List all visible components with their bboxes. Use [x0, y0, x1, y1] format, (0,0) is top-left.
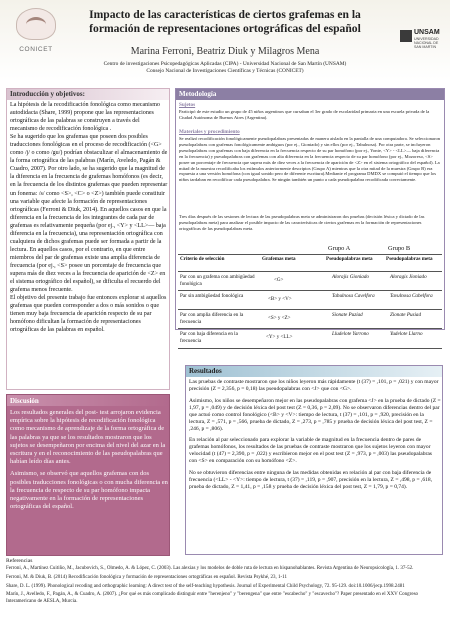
table-cell-pseudowords-a: Tabulnosa Cavelfora	[332, 293, 375, 299]
intro-heading-bar	[7, 89, 169, 100]
discussion-heading-bar	[7, 395, 169, 406]
table-cell-pseudowords-a: Lludelote Yarrono	[332, 331, 369, 337]
reference-item: Ferroni, M. & Diuk, B. (2014) Recodificación fonológica y formación de representaciones ortográficas en español. Revista Psykhé, 23, 1-11	[6, 574, 287, 580]
table-cell-pseudowords-b: Aloragis Jioniado	[390, 274, 427, 280]
table-cell-pseudowords-a: Alorajis Gioniado	[332, 274, 369, 280]
table-cell-pseudowords-b: Yudelote Llarno	[390, 331, 423, 337]
references-section	[6, 558, 444, 607]
table-rule	[178, 309, 442, 310]
table-cell-criterion: Par sin ambigüedad fonológica	[180, 293, 244, 299]
discussion-body	[10, 409, 168, 515]
results-paragraph: No se obtuvieron diferencias entre ninguna de las medidas obtenidas en relación al par con baja diferencia de frecuencia (<LL> - <Y>: tiempo de lectura, t (37) = ,119, p = ,907, precisión en la lectura, Z = ,498, p = ,618, prueba de dictado, Z = 1,41, p = ,158 y prueba de decisión léxica del post test, Z = 1,79, p = 0,74).	[189, 470, 433, 491]
results-heading: Resultados	[189, 367, 222, 375]
poster-header	[0, 0, 450, 84]
table-header-criterion: Criterio de selección	[180, 256, 225, 262]
poster-authors: Marina Ferroni, Beatriz Diuk y Milagros Mena	[130, 46, 320, 57]
intro-heading: Introducción y objetivos:	[10, 90, 85, 98]
unsam-logo-mark-icon	[400, 30, 412, 42]
table-group-b: Grupo B	[388, 245, 411, 252]
results-body	[189, 379, 441, 496]
discussion-paragraph: Los resultados generales del post- test arrojaron evidencia empírica sobre la hipótesis de recodificación fonológica como mecanismo de aprendizaje de la forma ortográfica de las palabras ya que se los resultados mostraron que los sujetos se desempeñaron por encima del nivel del azar en la escritura y en el reconocimiento de las pseudopalabras que habían leído días antes.	[10, 409, 166, 466]
table-header-pseudowords-b: Pseudopalabras meta	[386, 256, 433, 262]
unsam-logo	[398, 28, 446, 68]
method-heading: Metodología	[179, 90, 217, 98]
discussion-paragraph: Asimismo, se observó que aquellos grafemas con dos posibles traducciones fonológicas o con mucha diferencia en la frecuencia de respecto de su par homófono impacta negativamente en la formación de representaciones ortográficas del español.	[10, 470, 168, 511]
affiliation-2: Consejo Nacional de Investigaciones Científicas y Técnicas (CONICET)	[146, 67, 304, 74]
discussion-heading: Discusión	[10, 397, 39, 405]
conicet-logo	[6, 4, 64, 60]
table-cell-criterion: Par con un grafema con ambigüedad fonológica	[180, 274, 255, 287]
unsam-logo-subtitle: UNIVERSIDAD NACIONAL DE SAN MARTIN	[414, 37, 439, 49]
table-header-pseudowords-a: Pseudopalabras meta	[326, 256, 373, 262]
table-cell-graphemes: <Y> y <LL>	[266, 334, 293, 340]
conicet-logo-mark-icon	[16, 8, 56, 40]
table-rule	[178, 328, 442, 329]
method-materials-text: Se realizó recodificación fonológicamente pseudopalabras presentadas de manera aislada en la pantalla de una computadora. Se seleccionaron pseudopalabras con grafemas fonológicamente ambiguos (por ej., Gioniado) y sin ellos (por ej., Tabulnosa). Por otra parte, se incluyeron pseudopalabras con grafemas con baja diferencia en la frecuencia respecto de su par homófono (por ej., Yonte, <Y> - <LL>— baja diferencia en la frecuencia) y pseudopalabras con grafemas con alta diferencia en la frecuencia respecto de su par homófono (por ej., Mozoreso, <S> posee un porcentaje de frecuencia que supera más de diez veces a la frecuencia de aparición de <Z> en el sistema ortográfico del español). La mitad de la muestra recodificaba los estímulos anteriormente descriptos (Grupo A) mientras que la otra mitad de la muestra (Grupo B) era expuesta a una versión homófona (con igual sonido pero de diferente escritura).Mediante el programa DMDX se computó el tiempo que los niños tardaban en recodificar cada pseudopalabra. Se ningún también un punto a cada pseudopalabra recodificada correctamente.	[179, 136, 441, 183]
table-cell-pseudowords-a: Sionate Puziad	[332, 312, 363, 318]
table-cell-criterion: Par con baja diferencia en la frecuencia	[180, 331, 238, 344]
intro-paragraph: El objetivo del presente trabajo fue entonces explorar si aquellos grafemas que pueden corresponder a dos o más sonidos o que tienen muy baja frecuencia de aparición respecto de su par homófono dificultan la formación de representaciones ortográficas de las palabras en español.	[10, 295, 167, 334]
reference-item: Share, D. L. (1999). Phonological recoding and orthographic learning: A direct test of the self-teaching hypothesis. Journal of Experimental Child Psychology, 72. 95-129. doi:10.1006/jecp.1998.2481	[6, 583, 405, 589]
reference-item: Ferroni, A., Martínez Cuitiño, M., Jacubovich, S., Olmedo, A. & López, C. (2003). Las alexias y los modelos de doble ruta de lectura en hispanohablantes. Revista Argentina de Neuropsicología, 1. 37-52.	[6, 566, 414, 572]
table-rule	[178, 290, 442, 291]
table-cell-criterion: Par con amplia diferencia en la frecuencia	[180, 312, 244, 325]
table-cell-graphemes: <G>	[274, 277, 284, 283]
results-paragraph: Las pruebas de contraste mostraron que los niños leyeron más rápidamente (t (37) = ,101, p = ,021) y con mayor precisión (Z = 2,356, p = 0,18) las pseudopalabras con <J> que con <G>.	[189, 379, 439, 393]
results-heading-bar	[186, 366, 442, 377]
conicet-logo-text: CONICET	[19, 46, 53, 53]
table-cell-graphemes: <B> y <V>	[268, 296, 292, 302]
intro-body	[10, 101, 168, 334]
table-cell-graphemes: <S> y <Z>	[268, 315, 291, 321]
intro-paragraph: La hipótesis de la recodificación fonológica como mecanismo autodidacta (Share, 1999) propone que las representaciones ortográficas de las palabras se construyen a través del mecanismo de recodificación fonológica .	[10, 102, 160, 133]
results-paragraph: En relación al par seleccionado para explorar la variable de magnitud en la frecuencia dentro de pares de grafemas homófonos, los resultados de las pruebas de contraste mostraron que los sujetos leyeron con mayor velocidad (t (47) = 2,390, p = ,022) y escribieron mejor en el post test (Z = ,973, p = ,003) las pseudopalabras con <S> en comparación con su homófono <Z>.	[189, 437, 432, 465]
table-rule	[178, 271, 442, 272]
method-heading-bar	[176, 89, 444, 100]
method-subjects-text: Participó de este estudio un grupo de 45 niños argentinos que cursaban el 3er grado de escolaridad primaria en una escuela privada de la Ciudad Autónoma de Buenos Aires (Argentina).	[179, 109, 430, 120]
results-paragraph: Asimismo, los niños se desempeñaron mejor en las pseudopalabras con grafema <J> en la prueba de dictado (Z = 1,97, p = ,049) y de decisión léxica del post test (Z = 0,36, p = 2,09). No se observaron diferencias dentro del par que actuó como control fonológico (<B> y <V>: tiempo de lectura, t (37) = ,101, p = ,920, precisión en la lectura, Z = ,571, p = ,566, prueba de dictado, Z = ,273, p = ,785 y prueba de decisión léxica del post test, Z = ,246, p = ,806).	[189, 397, 441, 432]
method-subheading-subjects: Sujetos	[179, 102, 196, 108]
affiliation-1: Centro de investigaciones Psicopedagógicas Aplicadas (CIPA) - Universidad Nacional de San Martín (UNSAM)	[103, 61, 347, 67]
intro-paragraph: Se ha sugerido que los grafemas que poseen dos posibles traducciones fonológicas en el proceso de recodificación (<G> como /j/ o como /gu/) podrían obstaculizar el almacenamiento de la forma ortográfica de las palabras (Marín, Aveledo, Pagán & Cuadro, 2007). Por otro lado, se ha sugerido que la magnitud de la diferencia en la frecuencia de grafemas homófonos (es decir, en la frecuencia de los distintos grafemas que pueden representar un fonema: /s/ como <S>, <C> o <Z>) también puede constituir una variable que afecte la formación de representaciones ortográficas (Ferroni & Diuk, 2014). En aquellos casos en que la diferencia en la frecuencia de los integrantes de cada par de grafemas es relativamente pequeña (por ej., <Y> y <LL>— baja diferencia en la frecuencia), una representación ortográfica con cualquiera de dichos grafemas puede ser formada a partir de la lectura. En aquellos casos, por el contrario, en que entre miembros del par de grafemas existe una amplia diferencia de frecuencia (por ej., <S> posee un porcentaje de frecuencia que supera más de diez veces a la frecuencia de aparición de <Z> en el sistema ortográfico del español), se dificulta el recuerdo del grafema menos frecuente.	[10, 134, 168, 294]
method-subheading-materials: Materiales y procedimiento	[179, 129, 240, 135]
table-rule	[178, 254, 442, 255]
method-procedure-text: Tres días después de las sesiones de lectura de las pseudopalabras meta se administraron dos pruebas (decisión léxica y dictado de las pseudopalabras meta) para analizar el posible impacto de las características de ciertos grafemas en la formación de representaciones ortográficas de las pseudopalabras meta.	[179, 214, 425, 231]
reference-item: Marín, J., Avelledo, F., Pagán, A., & Cuadro, A. (2007). ¿Por qué es más complicado distinguir entre "herenjeno" y "berengena" que entre "escabecho" y "escavecho"? Paper presentado en el XXV Congreso Interamericano de AESLA, Murcia.	[6, 592, 419, 604]
table-header-graphemes: Grafemas meta	[262, 256, 296, 262]
stimuli-table	[178, 245, 442, 362]
table-cell-pseudowords-b: Zionate Pusiad	[390, 312, 421, 318]
table-rule	[178, 348, 442, 349]
results-section	[185, 365, 443, 555]
table-cell-pseudowords-b: Tavulnosa Cabelfora	[390, 293, 433, 299]
unsam-logo-name: UNSAM	[414, 29, 440, 36]
poster-affiliations	[60, 61, 390, 75]
table-group-a: Grupo A	[328, 245, 351, 252]
poster-title: Impacto de las características de ciertos grafemas en la formación de representaciones ortográficas del español	[89, 8, 361, 35]
discussion-section	[6, 394, 170, 556]
intro-section	[6, 88, 170, 390]
references-heading: Referencias	[6, 558, 33, 564]
